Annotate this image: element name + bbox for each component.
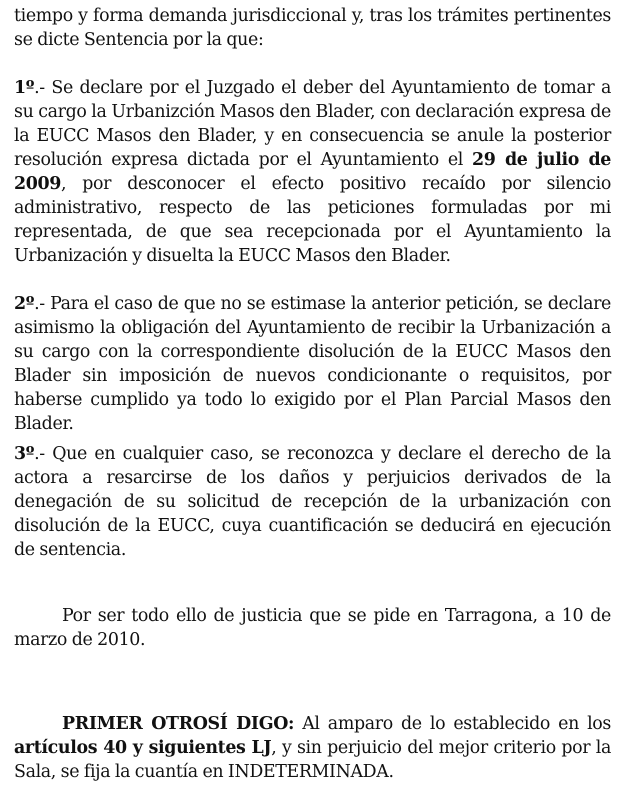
- otrosi-heading: PRIMER OTROSÍ DIGO:: [62, 714, 295, 734]
- petition-2-text: .- Para el caso de que no se estimase la anterior petición, se declare asimismo la obligación del Ayuntamiento de recibir la Urbanización a su cargo con la correspondiente disolución de la EUCC Masos den Blader sin imposición de nuevos condicionante o requisitos, por haberse cumplido ya todo lo exigido por el Plan Parcial Masos den Blader.: [14, 294, 611, 434]
- petition-3-paragraph: [14, 442, 611, 562]
- petition-1-date: 29 de julio de 2009: [14, 150, 611, 194]
- otrosi-text-a: Al amparo de lo establecido en los: [294, 714, 611, 734]
- closing-paragraph: [14, 604, 611, 652]
- petition-1-paragraph: [14, 76, 611, 268]
- petition-1-text-b: , por desconocer el efecto positivo recaído por silencio administrativo, respecto de las peticiones formuladas por mi representada, de que sea recepcionada por el Ayuntamiento la Urbanización y disuelta la EUCC Masos den Blader.: [14, 174, 611, 266]
- petition-1-text-a: .- Se declare por el Juzgado el deber del Ayuntamiento de tomar a su cargo la Urbanizción Masos den Blader, con declaración expresa de la EUCC Masos den Blader, y en consecuencia se anule la posterior resolución expresa dictada por el Ayuntamiento el: [14, 78, 611, 170]
- otrosi-articles: artículos 40 y siguientes LJ: [14, 738, 272, 758]
- petition-2-paragraph: [14, 292, 611, 436]
- petition-3-text: .- Que en cualquier caso, se reconozca y declare el derecho de la actora a resarcirse de los daños y perjuicios derivados de la denegación de su solicitud de recepción de la urbanización con disolución de la EUCC, cuya cuantificación se deducirá en ejecución de sentencia.: [14, 444, 611, 560]
- petition-2-number: 2º: [14, 294, 35, 314]
- closing-text: Por ser todo ello de justicia que se pide en Tarragona, a 10 de marzo de 2010.: [14, 606, 611, 650]
- otrosi-paragraph: [14, 712, 611, 784]
- intro-text: tiempo y forma demanda jurisdiccional y, tras los trámites pertinentes se dicte Sentencia por la que:: [14, 6, 611, 50]
- petition-1-number: 1º: [14, 78, 35, 98]
- otrosi-text-b: , y sin perjuicio del mejor criterio por la Sala, se fija la cuantía en INDETERMINADA.: [14, 738, 611, 782]
- petition-3-number: 3º: [14, 444, 35, 464]
- intro-paragraph: [14, 4, 611, 52]
